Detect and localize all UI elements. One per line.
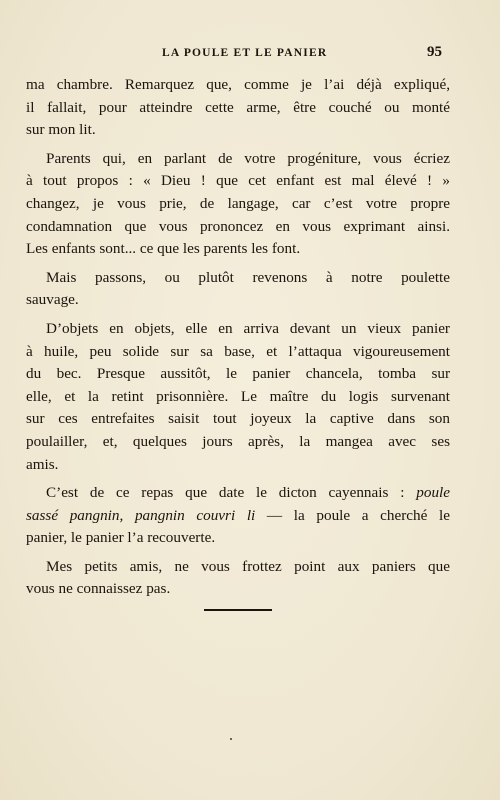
text-line: amis. — [26, 455, 59, 473]
body-text — [26, 74, 450, 601]
running-head: LA POULE ET LE PANIER — [162, 47, 328, 59]
text-line: Mais passons, ou plutôt revenons à notre poulette — [46, 268, 450, 286]
text-line: ma chambre. Remarquez que, comme je l’ai déjà expliqué, — [26, 76, 450, 93]
text-line: du bec. Presque aussitôt, le panier chancela, tomba sur — [26, 365, 450, 383]
italic-quote: poule — [416, 484, 450, 502]
paragraph — [26, 267, 450, 312]
paragraph — [26, 482, 450, 550]
text-line: D’objets en objets, elle en arriva devant un vieux panier — [46, 319, 450, 337]
section-end-rule — [204, 609, 272, 611]
text-line: sur mon lit. — [26, 121, 96, 139]
text-line: poulailler, et, quelques jours après, la mangea avec ses — [26, 432, 450, 450]
text-line: changez, je vous prie, de langage, car c’est votre propre — [26, 194, 450, 212]
paragraph — [26, 556, 450, 601]
text-line: Les enfants sont... ce que les parents les font. — [26, 240, 301, 258]
text-line: sauvage. — [26, 291, 79, 309]
text-line: sur ces entrefaites saisit tout joyeux la captive dans son — [26, 410, 450, 428]
page-number: 95 — [427, 44, 442, 60]
paragraph — [26, 148, 450, 261]
paper-speck — [230, 738, 232, 740]
text-line: vous ne connaissez pas. — [26, 580, 171, 598]
text-line: panier, le panier l’a recouverte. — [26, 529, 216, 547]
text-line: condamnation que vous prononcez en vous exprimant ainsi. — [26, 217, 450, 235]
text-line: Parents qui, en parlant de votre progéniture, vous écriez — [46, 149, 450, 167]
paragraph — [26, 318, 450, 476]
text-line: il fallait, pour atteindre cette arme, être couché ou monté — [26, 98, 450, 116]
text-line — [26, 505, 450, 528]
text-line: Mes petits amis, ne vous frottez point aux paniers que — [46, 557, 450, 575]
text-segment: C’est de ce repas que date le dicton cayennais : — [46, 484, 417, 502]
text-line: à huile, peu solide sur sa base, et l’attaqua vigoureusement — [26, 342, 450, 360]
paragraph — [26, 74, 450, 142]
italic-quote: sassé pangnin, pangnin couvri li — [26, 506, 256, 524]
text-line — [26, 482, 450, 505]
text-line: elle, et la retint prisonnière. Le maître du logis survenant — [26, 387, 450, 405]
text-line: à tout propos : « Dieu ! que cet enfant est mal élevé ! » — [26, 172, 450, 190]
text-segment: — la poule a cherché le — [255, 506, 450, 524]
